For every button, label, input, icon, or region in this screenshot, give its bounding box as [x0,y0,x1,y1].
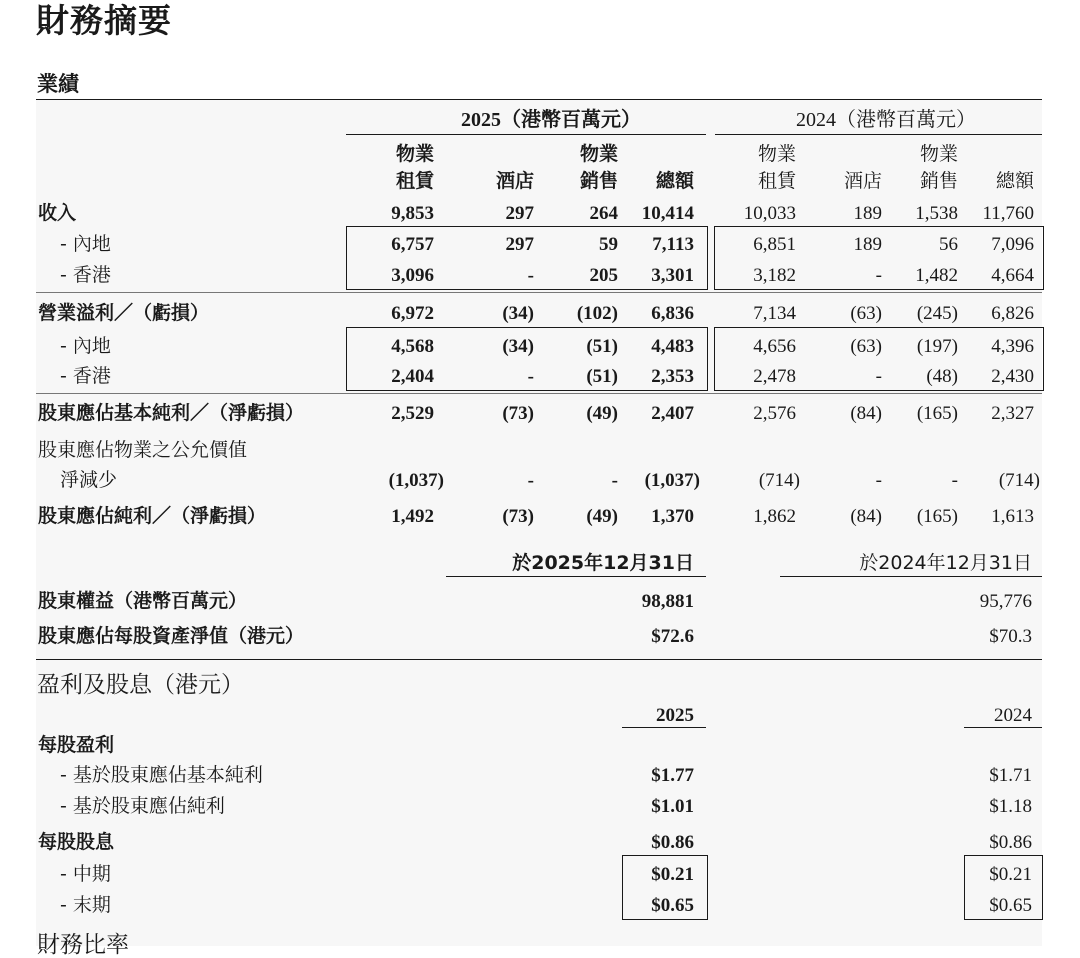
cell-total-2024: 7,096 [991,234,1034,255]
cell-hotel-2024: (84) [850,506,882,527]
col-header-sales-2024-l2: 銷售 [919,170,958,192]
cell-hotel-2024: - [875,265,882,286]
cell-sales-2024: (197) [916,336,958,357]
col-header-rental-2025-l1: 物業 [395,143,434,165]
cell-hotel-2024: (63) [850,303,882,324]
nav-2025: $72.6 [651,626,694,647]
cell-hotel-2025: 297 [505,203,534,224]
row-label-eps-underlying: - 基於股東應佔基本純利 [60,764,263,786]
page-title: 財務摘要 [36,1,172,40]
cell-rental-2025: 4,568 [391,336,434,357]
row-label-eps: 每股盈利 [38,734,115,756]
box-op-breakdown-2024 [714,327,1044,391]
col-header-sales-2025-l1: 物業 [579,143,618,165]
row-label-revenue-hongkong: - 香港 [60,264,111,286]
col-header-rental-2025-l2: 租賃 [395,170,434,192]
cell-hotel-2024: (63) [850,336,882,357]
cell-sales-2024: (165) [916,506,958,527]
cell-rental-2025: 6,757 [391,234,434,255]
equity-2025: 98,881 [641,591,694,612]
equity-2024: 95,776 [979,591,1032,612]
cell-sales-2025: 59 [599,234,618,255]
cell-sales-2025: (51) [586,366,618,387]
cell-hotel-2025: (73) [502,506,534,527]
cell-hotel-2024: (84) [850,403,882,424]
cell-rental-2024: 7,134 [753,303,796,324]
year-header-2025: 2025 [656,705,694,726]
eps-net-2024: $1.18 [989,796,1032,817]
year-rule-2024 [964,727,1042,728]
cell-sales-2024: (165) [916,403,958,424]
cell-rental-2025: 2,529 [391,403,434,424]
year-rule-2025 [622,727,706,728]
cell-sales-2024: 1,482 [915,265,958,286]
box-dividend-2024 [964,855,1043,920]
col-header-sales-2024-l1: 物業 [919,143,958,165]
cell-rental-2024: 2,576 [753,403,796,424]
cell-rental-2024: 1,862 [753,506,796,527]
row-label-op-mainland: - 內地 [60,335,111,357]
cell-sales-2025: (49) [586,403,618,424]
dps-2025: $0.86 [651,832,694,853]
cell-total-2025: 10,414 [641,203,694,224]
section-rule-2 [36,659,1042,660]
date-header-2025: 於2025年12月31日 [512,552,694,574]
row-label-equity: 股東權益（港幣百萬元） [38,590,248,612]
interim-2025: $0.21 [651,864,694,885]
section-rule [36,99,1042,100]
cell-total-2024: 6,826 [991,303,1034,324]
row-label-eps-net: - 基於股東應佔純利 [60,795,225,817]
row-label-fair-value-l2: 淨減少 [60,469,118,491]
row-label-nav: 股東應佔每股資產淨值（港元） [38,625,305,647]
cell-total-2025: 6,836 [651,303,694,324]
row-rule-op [36,393,1042,394]
section-heading-next: 財務比率 [37,932,129,958]
cell-rental-2025: 2,404 [391,366,434,387]
col-header-hotel-2024: 酒店 [843,170,882,192]
cell-hotel-2025: (73) [502,403,534,424]
cell-sales-2025: 205 [589,265,618,286]
dps-2024: $0.86 [989,832,1032,853]
cell-sales-2025: (49) [586,506,618,527]
cell-sales-2024: 56 [939,234,958,255]
cell-sales-2025: 264 [589,203,618,224]
cell-total-2025: 2,353 [651,366,694,387]
cell-total-2025: 7,113 [652,234,694,255]
cell-rental-2025: 9,853 [391,203,434,224]
interim-2024: $0.21 [989,864,1032,885]
cell-total-2024: 11,760 [982,203,1034,224]
cell-hotel-2024: 189 [853,234,882,255]
date-rule-2025 [446,576,706,577]
row-rule-revenue [36,292,1042,293]
eps-underlying-2025: $1.77 [651,765,694,786]
cell-hotel-2025: - [527,470,534,491]
col-header-total-2024: 總額 [995,170,1034,192]
cell-rental-2025: 6,972 [391,303,434,324]
row-label-revenue-mainland: - 內地 [60,233,111,255]
cell-sales-2025: (102) [576,303,618,324]
date-rule-2024 [780,576,1042,577]
group-rule-2024 [715,134,1042,135]
cell-rental-2024: (714) [758,470,800,491]
cell-hotel-2025: (34) [502,336,534,357]
cell-rental-2024: 6,851 [753,234,796,255]
cell-hotel-2024: - [875,366,882,387]
row-label-dps: 每股股息 [38,831,115,853]
section-heading-eps: 盈利及股息（港元） [37,672,244,698]
cell-hotel-2025: - [527,366,534,387]
row-label-operating-profit: 營業溢利／（虧損） [38,302,210,324]
row-label-underlying-net-profit: 股東應佔基本純利／（淨虧損） [38,402,305,424]
cell-rental-2025: (1,037) [388,470,444,491]
final-2025: $0.65 [651,895,694,916]
cell-rental-2025: 1,492 [391,506,434,527]
cell-total-2025: 1,370 [651,506,694,527]
section-heading-results: 業績 [37,72,79,96]
box-dividend-2025 [622,855,708,920]
final-2024: $0.65 [989,895,1032,916]
cell-total-2025: 3,301 [651,265,694,286]
group-header-2024: 2024（港幣百萬元） [796,109,976,131]
cell-hotel-2025: - [527,265,534,286]
cell-sales-2024: - [951,470,958,491]
cell-rental-2025: 3,096 [391,265,434,286]
row-label-interim: - 中期 [60,863,111,885]
cell-rental-2024: 3,182 [753,265,796,286]
eps-net-2025: $1.01 [651,796,694,817]
cell-total-2024: 4,396 [991,336,1034,357]
row-label-net-profit: 股東應佔純利／（淨虧損） [38,505,267,527]
col-header-rental-2024-l2: 租賃 [757,170,796,192]
cell-total-2024: 4,664 [991,265,1034,286]
cell-sales-2024: (48) [926,366,958,387]
cell-rental-2024: 10,033 [743,203,796,224]
col-header-total-2025: 總額 [655,170,694,192]
col-header-hotel-2025: 酒店 [495,170,534,192]
box-op-breakdown-2025 [346,327,708,391]
cell-total-2024: 2,327 [991,403,1034,424]
cell-total-2025: (1,037) [644,470,700,491]
date-header-2024: 於2024年12月31日 [859,552,1032,574]
row-label-fair-value-l1: 股東應佔物業之公允價值 [38,439,248,461]
cell-sales-2025: - [611,470,618,491]
box-revenue-breakdown-2024 [714,226,1044,290]
col-header-sales-2025-l2: 銷售 [579,170,618,192]
cell-sales-2025: (51) [586,336,618,357]
cell-total-2024: 2,430 [991,366,1034,387]
cell-hotel-2025: (34) [502,303,534,324]
row-label-revenue: 收入 [38,202,77,224]
cell-rental-2024: 4,656 [753,336,796,357]
row-label-final: - 末期 [60,894,111,916]
cell-total-2024: 1,613 [991,506,1034,527]
cell-total-2025: 4,483 [651,336,694,357]
cell-sales-2024: (245) [916,303,958,324]
nav-2024: $70.3 [989,626,1032,647]
col-header-rental-2024-l1: 物業 [757,143,796,165]
cell-hotel-2025: 297 [505,234,534,255]
box-revenue-breakdown-2025 [346,226,708,290]
group-rule-2025 [346,134,706,135]
cell-hotel-2024: - [875,470,882,491]
group-header-2025: 2025（港幣百萬元） [461,109,641,131]
cell-hotel-2024: 189 [853,203,882,224]
cell-sales-2024: 1,538 [915,203,958,224]
year-header-2024: 2024 [994,705,1032,726]
eps-underlying-2024: $1.71 [989,765,1032,786]
cell-rental-2024: 2,478 [753,366,796,387]
cell-total-2024: (714) [998,470,1040,491]
row-label-op-hongkong: - 香港 [60,365,111,387]
cell-total-2025: 2,407 [651,403,694,424]
